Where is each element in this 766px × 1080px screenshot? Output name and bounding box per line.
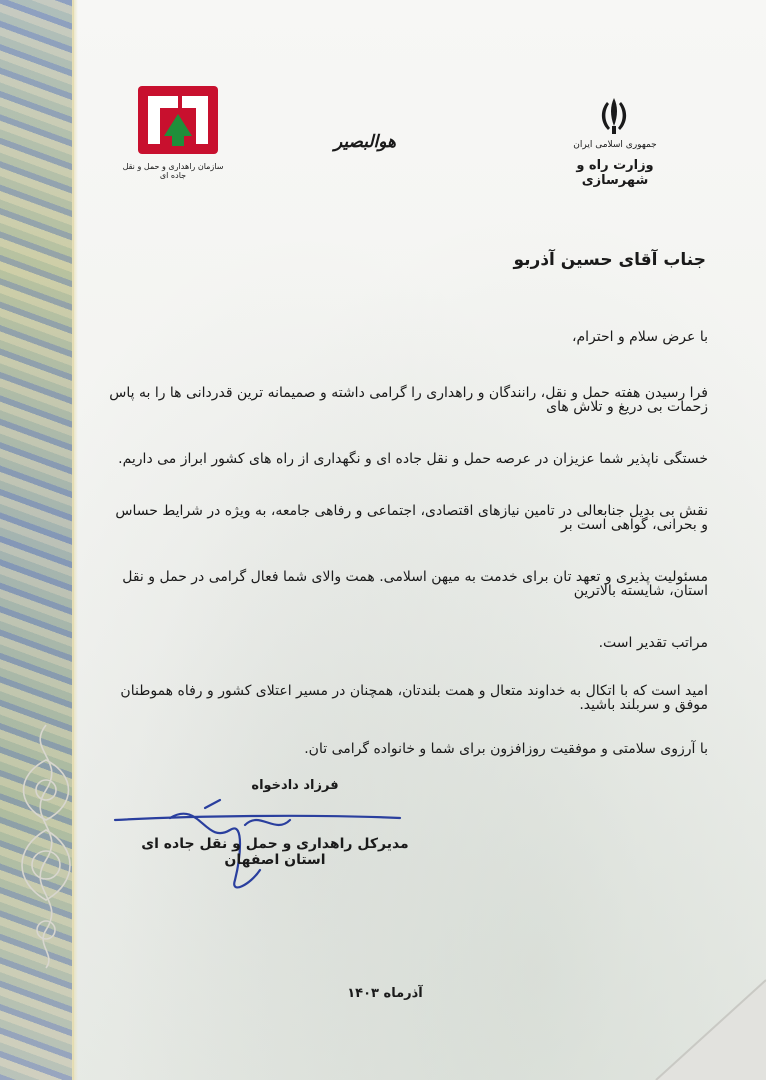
gov-name: جمهوری اسلامی ایران	[573, 140, 657, 150]
signer-name: فرزاد دادخواه	[251, 778, 339, 793]
body-line-6: امید است که با اتکال به خداوند متعال و همت بلندتان، همچنان در مسیر اعتلای کشور و رفاه هموطنان موفق و سربلند باشید.	[120, 683, 708, 713]
iran-emblem-icon	[596, 96, 632, 136]
rmto-logo-icon	[130, 82, 226, 162]
body-line-3: نقش بی بدیل جنابعالی در تامین نیازهای اقتصادی، اجتماعی و رفاهی جامعه، به ویژه در شرایط حساس و بحرانی، گواهی است بر	[115, 503, 708, 533]
body-line-5: مراتب تقدیر است.	[598, 635, 708, 651]
page-corner-fold	[616, 960, 766, 1080]
header-title: هوالبصیر	[333, 132, 397, 152]
recipient-name: جناب آقای حسین آذربو	[513, 250, 706, 270]
logo-caption: سازمان راهداری و حمل و نقل جاده ای	[122, 162, 224, 180]
ministry-name: وزارت راه و شهرسازی	[576, 158, 654, 188]
body-line-4: مسئولیت پذیری و تعهد تان برای خدمت به میهن اسلامی. همت والای شما فعال گرامی در حمل و نقل استان، شایسته بالاترین	[122, 569, 708, 599]
body-line-7: با آرزوی سلامتی و موفقیت روزافزون برای شما و خانواده گرامی تان.	[304, 741, 708, 757]
letter-body	[108, 330, 708, 756]
ornament-icon	[6, 720, 86, 970]
greeting: با عرض سلام و احترام،	[571, 329, 708, 345]
body-line-2: خستگی ناپذیر شما عزیزان در عرصه حمل و نقل جاده ای و نگهداری از راه های کشور ابراز می داریم.	[118, 451, 708, 467]
signer-title: مدیرکل راهداری و حمل و نقل جاده ای استان اصفهان	[141, 836, 409, 868]
letter-date: آذرماه ۱۴۰۳	[347, 986, 423, 1001]
body-line-1: فرا رسیدن هفته حمل و نقل، رانندگان و راهداری را گرامی داشته و صمیمانه ترین قدردانی ها را به پاس زحمات بی دریغ و تلاش های	[109, 385, 708, 415]
